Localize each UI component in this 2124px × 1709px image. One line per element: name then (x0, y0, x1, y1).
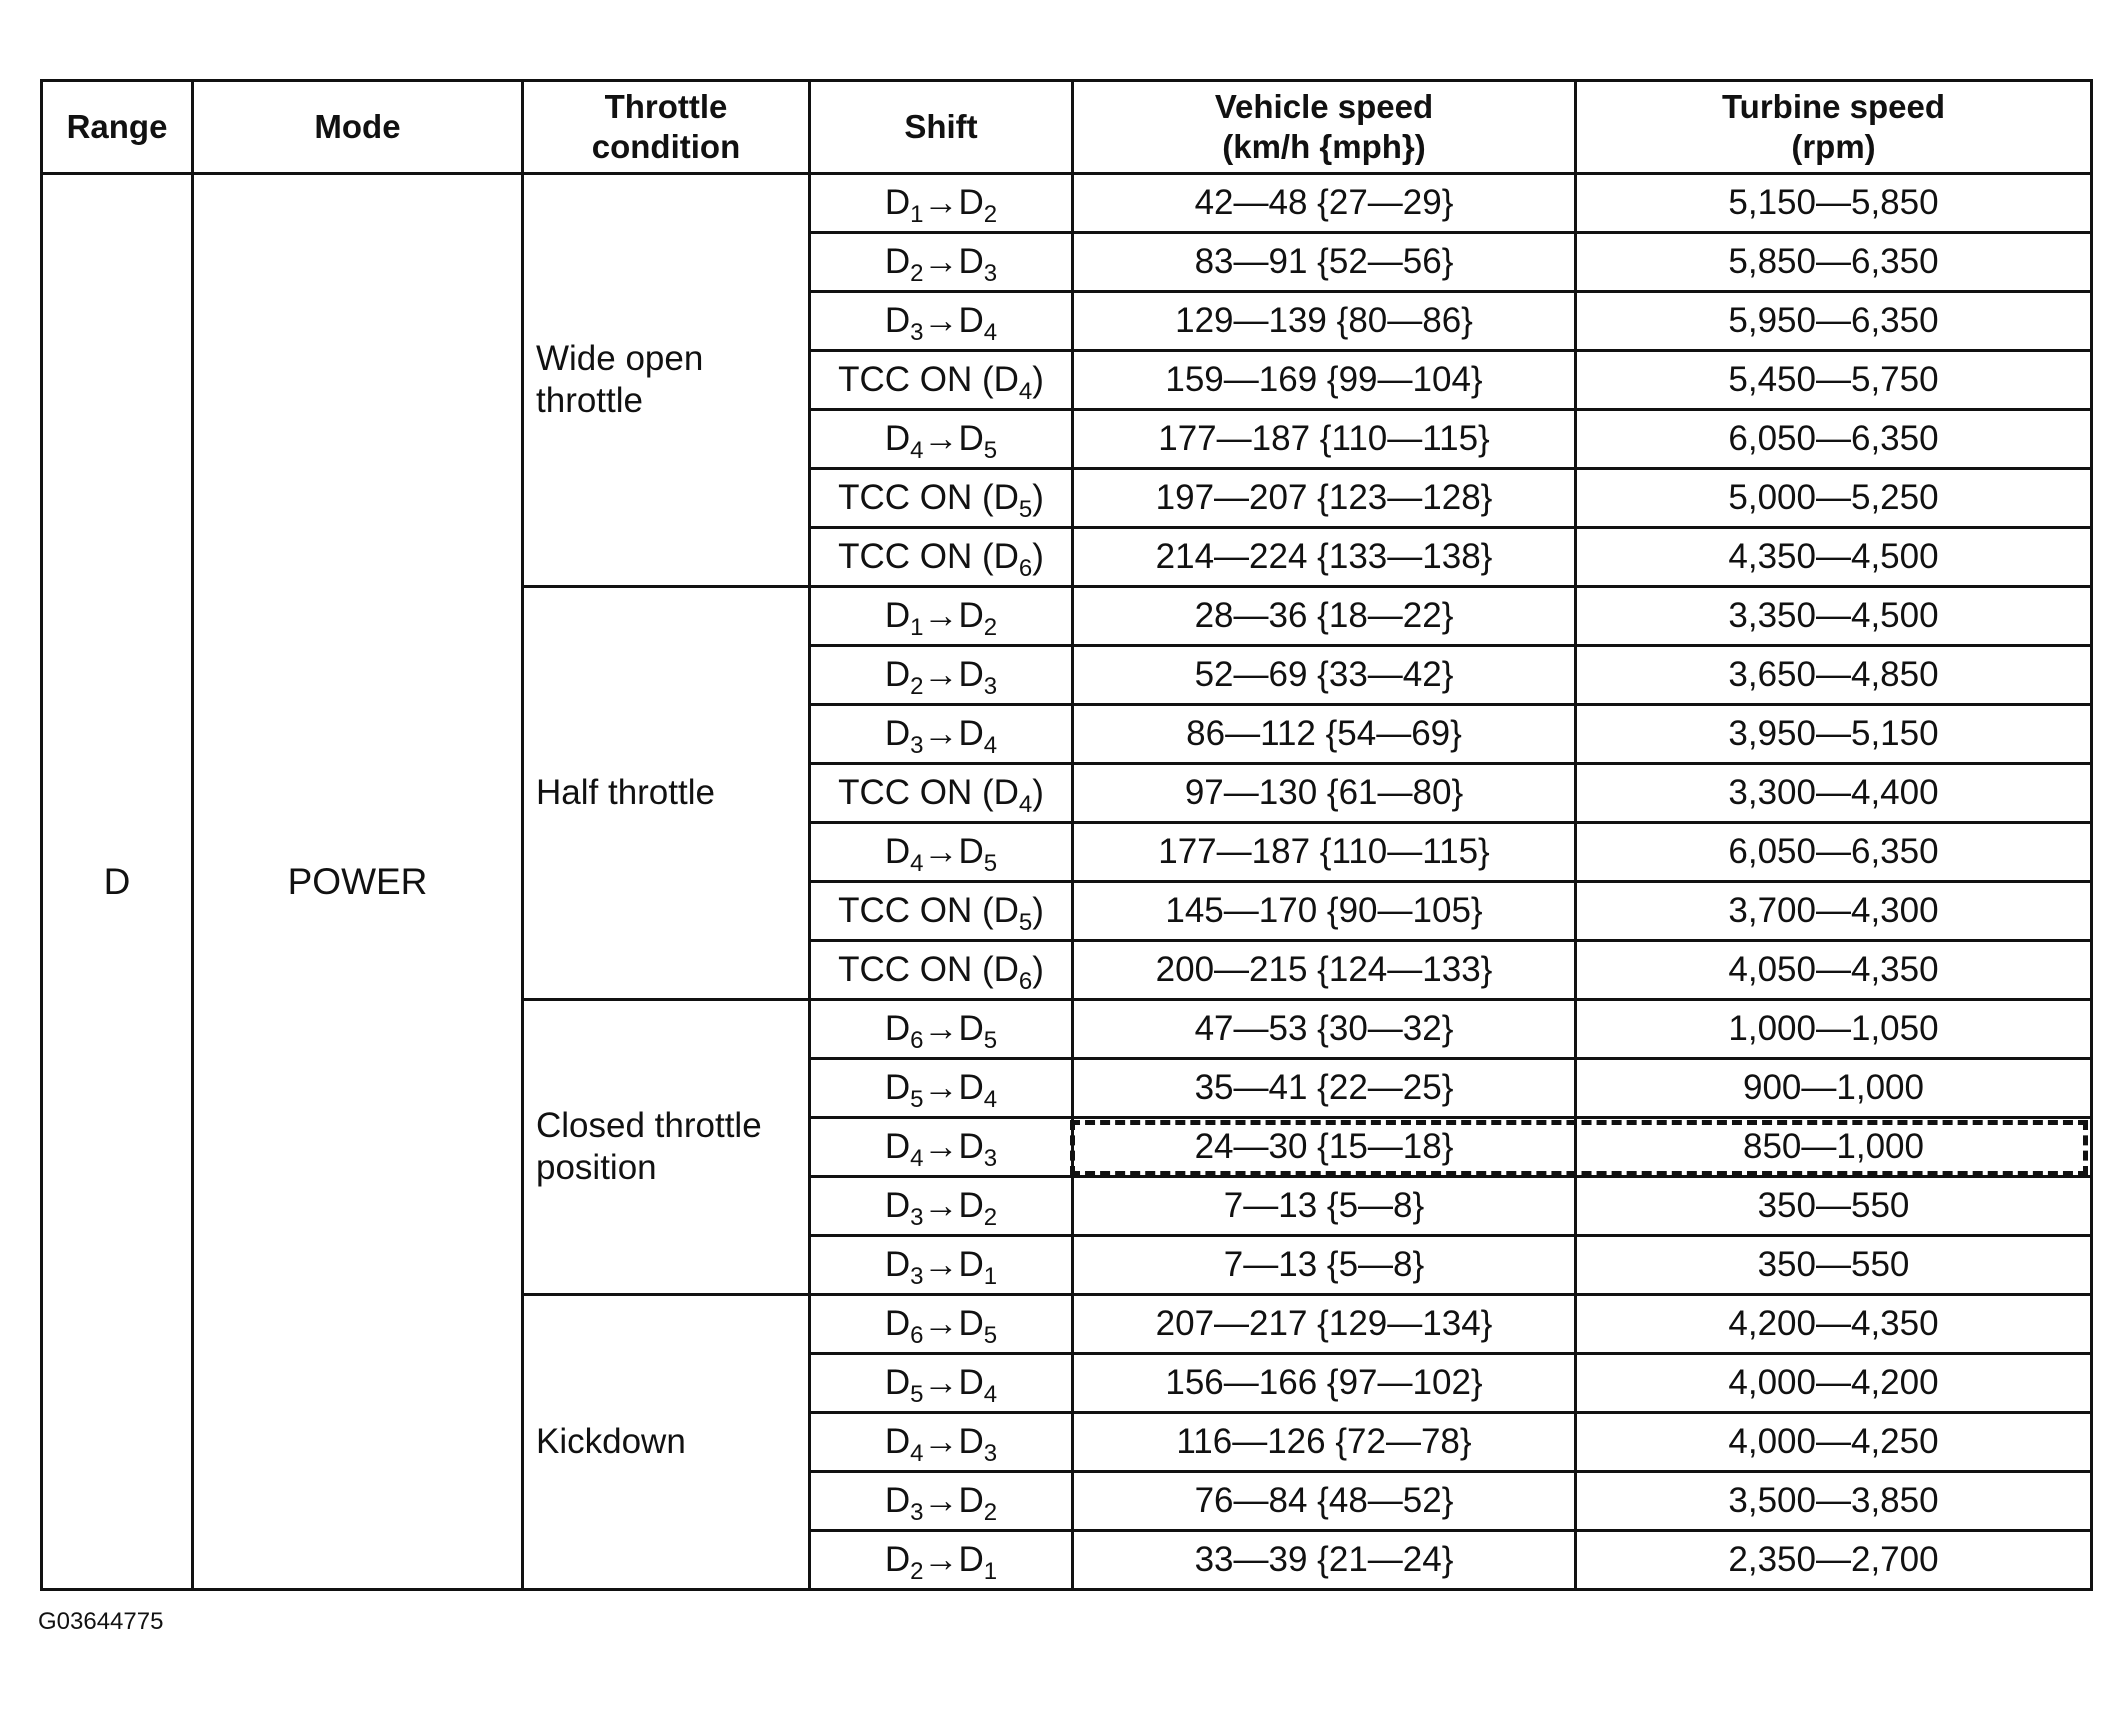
shift-to-gear: 2 (983, 201, 998, 228)
shift-prefix: TCC ON (D (838, 478, 1019, 517)
shift-from-gear: 4 (910, 850, 924, 877)
header-range (42, 81, 193, 174)
shift-prefix: D (884, 1186, 911, 1225)
turbine-speed-value: 350—550 (1757, 1245, 1910, 1284)
shift-from-gear: 4 (910, 437, 924, 464)
vehicle-speed-value: 83—91 {52—56} (1194, 242, 1454, 281)
vehicle-speed-value: 197—207 {123—128} (1155, 478, 1493, 517)
throttle-condition-cell (523, 587, 810, 1000)
shift-to-gear: 3 (983, 1145, 998, 1172)
turbine-speed-cell (1576, 1059, 2092, 1118)
turbine-speed-cell (1576, 1354, 2092, 1413)
shift-mid: D (958, 242, 984, 281)
shift-prefix: D (884, 1304, 911, 1343)
shift-from-gear: 5 (1018, 496, 1033, 523)
turbine-speed-value: 5,150—5,850 (1728, 183, 1939, 222)
shift-prefix: D (884, 1245, 911, 1284)
shift-mid: D (958, 832, 984, 871)
turbine-speed-cell (1576, 823, 2092, 882)
vehicle-speed-cell (1073, 1531, 1576, 1590)
shift-speed-table (40, 79, 2093, 1591)
shift-cell (810, 823, 1073, 882)
shift-cell (810, 705, 1073, 764)
shift-arrow: → (923, 242, 959, 281)
shift-to-gear: 4 (983, 319, 998, 346)
turbine-speed-value: 2,350—2,700 (1728, 1540, 1939, 1579)
turbine-speed-cell (1576, 528, 2092, 587)
shift-cell (810, 1354, 1073, 1413)
shift-cell (810, 1295, 1073, 1354)
vehicle-speed-value: 52—69 {33—42} (1194, 655, 1454, 694)
shift-mid: ) (1032, 773, 1044, 812)
throttle-condition-cell (523, 1295, 810, 1590)
shift-mid: D (958, 596, 984, 635)
shift-prefix: TCC ON (D (838, 537, 1019, 576)
header-throttle-condition (523, 81, 810, 174)
vehicle-speed-value: 76—84 {48—52} (1194, 1481, 1454, 1520)
shift-cell (810, 469, 1073, 528)
shift-to-gear: 5 (983, 1027, 998, 1054)
table-row (42, 174, 2092, 233)
turbine-speed-cell (1576, 469, 2092, 528)
shift-arrow: → (923, 1068, 959, 1107)
throttle-condition: Wide open (536, 339, 704, 378)
shift-cell (810, 764, 1073, 823)
shift-cell (810, 1472, 1073, 1531)
vehicle-speed-value: 207—217 {129—134} (1155, 1304, 1493, 1343)
shift-from-gear: 4 (910, 1440, 924, 1467)
shift-cell (810, 1236, 1073, 1295)
shift-prefix: TCC ON (D (838, 891, 1019, 930)
turbine-speed-value: 850—1,000 (1743, 1127, 1924, 1166)
header-text: Range (66, 108, 168, 145)
shift-cell (810, 174, 1073, 233)
shift-to-gear: 2 (983, 614, 998, 641)
shift-cell (810, 882, 1073, 941)
shift-prefix: D (884, 1363, 911, 1402)
shift-from-gear: 3 (910, 1499, 924, 1526)
shift-cell (810, 1059, 1073, 1118)
shift-arrow: → (923, 1009, 959, 1048)
shift-prefix: D (884, 183, 911, 222)
turbine-speed-cell (1576, 292, 2092, 351)
vehicle-speed-value: 35—41 {22—25} (1194, 1068, 1454, 1107)
shift-cell (810, 1531, 1073, 1590)
shift-prefix: D (884, 301, 911, 340)
vehicle-speed-cell (1073, 1295, 1576, 1354)
turbine-speed-cell (1576, 882, 2092, 941)
shift-arrow: → (923, 655, 959, 694)
shift-arrow: → (923, 1540, 959, 1579)
shift-arrow: → (923, 596, 959, 635)
throttle-condition-cell (523, 1000, 810, 1295)
turbine-speed-value: 3,300—4,400 (1728, 773, 1939, 812)
turbine-speed-cell (1576, 233, 2092, 292)
shift-arrow: → (923, 1481, 959, 1520)
shift-mid: ) (1032, 891, 1044, 930)
shift-prefix: D (884, 655, 911, 694)
shift-cell (810, 1413, 1073, 1472)
shift-cell (810, 1000, 1073, 1059)
vehicle-speed-cell (1073, 292, 1576, 351)
shift-arrow: → (923, 832, 959, 871)
turbine-speed-cell (1576, 1236, 2092, 1295)
shift-from-gear: 2 (910, 1558, 924, 1585)
shift-from-gear: 4 (1018, 791, 1033, 818)
vehicle-speed-cell (1073, 233, 1576, 292)
shift-to-gear: 4 (983, 1086, 998, 1113)
throttle-condition: throttle (536, 381, 643, 420)
vehicle-speed-cell (1073, 528, 1576, 587)
vehicle-speed-value: 177—187 {110—115} (1158, 832, 1490, 871)
vehicle-speed-value: 145—170 {90—105} (1165, 891, 1483, 930)
shift-to-gear: 3 (983, 1440, 998, 1467)
shift-to-gear: 2 (983, 1204, 998, 1231)
vehicle-speed-cell (1073, 882, 1576, 941)
turbine-speed-cell (1576, 1472, 2092, 1531)
vehicle-speed-cell (1073, 1472, 1576, 1531)
vehicle-speed-cell (1073, 705, 1576, 764)
range-value: D (103, 860, 131, 902)
shift-to-gear: 3 (983, 673, 998, 700)
shift-from-gear: 5 (1018, 909, 1033, 936)
header-vehicle-speed (1073, 81, 1576, 174)
shift-prefix: D (884, 1068, 911, 1107)
shift-mid: D (958, 655, 984, 694)
vehicle-speed-value: 159—169 {99—104} (1165, 360, 1483, 399)
shift-from-gear: 2 (910, 260, 924, 287)
shift-from-gear: 4 (1018, 378, 1033, 405)
vehicle-speed-cell (1073, 764, 1576, 823)
throttle-condition: position (536, 1148, 657, 1187)
shift-prefix: D (884, 1127, 911, 1166)
shift-arrow: → (923, 1304, 959, 1343)
shift-cell (810, 1118, 1073, 1177)
shift-mid: D (958, 1009, 984, 1048)
figure-id: G03644775 (38, 1608, 164, 1635)
vehicle-speed-cell (1073, 1413, 1576, 1472)
vehicle-speed-cell (1073, 1000, 1576, 1059)
turbine-speed-cell (1576, 1413, 2092, 1472)
shift-to-gear: 3 (983, 260, 998, 287)
turbine-speed-cell (1576, 1295, 2092, 1354)
throttle-condition: Closed throttle (536, 1106, 762, 1145)
vehicle-speed-cell (1073, 646, 1576, 705)
shift-to-gear: 4 (983, 1381, 998, 1408)
shift-mid: D (958, 1422, 984, 1461)
shift-cell (810, 528, 1073, 587)
header-text: (rpm) (1791, 128, 1876, 165)
turbine-speed-value: 5,000—5,250 (1728, 478, 1939, 517)
vehicle-speed-value: 129—139 {80—86} (1175, 301, 1473, 340)
shift-mid: D (958, 1127, 984, 1166)
turbine-speed-cell (1576, 764, 2092, 823)
table-body (42, 174, 2092, 1590)
vehicle-speed-value: 42—48 {27—29} (1194, 183, 1454, 222)
vehicle-speed-cell (1073, 410, 1576, 469)
shift-to-gear: 2 (983, 1499, 998, 1526)
turbine-speed-value: 350—550 (1757, 1186, 1910, 1225)
shift-prefix: D (884, 1422, 911, 1461)
shift-cell (810, 1177, 1073, 1236)
shift-from-gear: 3 (910, 319, 924, 346)
shift-arrow: → (923, 301, 959, 340)
turbine-speed-value: 1,000—1,050 (1728, 1009, 1939, 1048)
vehicle-speed-cell (1073, 469, 1576, 528)
turbine-speed-cell (1576, 1000, 2092, 1059)
shift-from-gear: 3 (910, 1263, 924, 1290)
vehicle-speed-value: 200—215 {124—133} (1155, 950, 1493, 989)
shift-prefix: D (884, 596, 911, 635)
throttle-condition-cell (523, 174, 810, 587)
shift-arrow: → (923, 183, 959, 222)
header-text: Turbine speed (1721, 88, 1946, 125)
header-mode (193, 81, 523, 174)
shift-from-gear: 1 (910, 201, 924, 228)
shift-mid: ) (1032, 950, 1044, 989)
shift-prefix: D (884, 1009, 911, 1048)
shift-to-gear: 1 (983, 1263, 998, 1290)
shift-cell (810, 941, 1073, 1000)
vehicle-speed-cell (1073, 1236, 1576, 1295)
turbine-speed-cell (1576, 1531, 2092, 1590)
shift-arrow: → (923, 1127, 959, 1166)
throttle-condition: Kickdown (536, 1422, 686, 1461)
vehicle-speed-value: 156—166 {97—102} (1165, 1363, 1483, 1402)
shift-arrow: → (923, 714, 959, 753)
turbine-speed-value: 900—1,000 (1743, 1068, 1924, 1107)
mode-cell (193, 174, 523, 1590)
header-row (42, 81, 2092, 174)
shift-prefix: D (884, 714, 911, 753)
header-turbine-speed (1576, 81, 2092, 174)
shift-cell (810, 233, 1073, 292)
turbine-speed-value: 3,350—4,500 (1728, 596, 1939, 635)
shift-from-gear: 6 (910, 1322, 924, 1349)
header-text: Mode (314, 108, 401, 145)
vehicle-speed-cell (1073, 1177, 1576, 1236)
shift-mid: ) (1032, 478, 1044, 517)
shift-mid: D (958, 1186, 984, 1225)
shift-prefix: TCC ON (D (838, 950, 1019, 989)
shift-mid: D (958, 1363, 984, 1402)
header-shift (810, 81, 1073, 174)
turbine-speed-value: 4,350—4,500 (1728, 537, 1939, 576)
shift-prefix: D (884, 242, 911, 281)
vehicle-speed-cell (1073, 587, 1576, 646)
vehicle-speed-value: 116—126 {72—78} (1176, 1422, 1472, 1461)
shift-mid: D (958, 183, 984, 222)
shift-mid: D (958, 1068, 984, 1107)
header-text: Shift (904, 108, 978, 145)
shift-prefix: D (884, 1540, 911, 1579)
shift-cell (810, 292, 1073, 351)
turbine-speed-cell (1576, 705, 2092, 764)
shift-to-gear: 5 (983, 850, 998, 877)
shift-to-gear: 5 (983, 1322, 998, 1349)
vehicle-speed-value: 177—187 {110—115} (1158, 419, 1490, 458)
shift-prefix: D (884, 419, 911, 458)
shift-arrow: → (923, 1245, 959, 1284)
shift-arrow: → (923, 419, 959, 458)
shift-from-gear: 6 (1018, 968, 1033, 995)
vehicle-speed-value: 7—13 {5—8} (1223, 1245, 1425, 1284)
shift-from-gear: 4 (910, 1145, 924, 1172)
turbine-speed-cell (1576, 174, 2092, 233)
shift-prefix: D (884, 1481, 911, 1520)
shift-prefix: D (884, 832, 911, 871)
shift-arrow: → (923, 1363, 959, 1402)
header-text: Throttle (604, 88, 728, 125)
header-text: (km/h {mph}) (1222, 128, 1426, 165)
turbine-speed-cell (1576, 351, 2092, 410)
range-cell (42, 174, 193, 1590)
turbine-speed-cell (1576, 941, 2092, 1000)
shift-cell (810, 410, 1073, 469)
turbine-speed-value: 5,450—5,750 (1728, 360, 1939, 399)
shift-from-gear: 6 (1018, 555, 1033, 582)
turbine-speed-value: 6,050—6,350 (1728, 832, 1939, 871)
shift-to-gear: 5 (983, 437, 998, 464)
turbine-speed-cell (1576, 1118, 2092, 1177)
vehicle-speed-value: 7—13 {5—8} (1223, 1186, 1425, 1225)
shift-mid: D (958, 714, 984, 753)
turbine-speed-value: 3,500—3,850 (1728, 1481, 1939, 1520)
vehicle-speed-value: 24—30 {15—18} (1194, 1127, 1454, 1166)
vehicle-speed-cell (1073, 1118, 1576, 1177)
shift-from-gear: 3 (910, 1204, 924, 1231)
turbine-speed-value: 3,650—4,850 (1728, 655, 1939, 694)
shift-prefix: TCC ON (D (838, 360, 1019, 399)
turbine-speed-cell (1576, 410, 2092, 469)
turbine-speed-value: 4,050—4,350 (1728, 950, 1939, 989)
vehicle-speed-cell (1073, 1354, 1576, 1413)
shift-mid: ) (1032, 360, 1044, 399)
shift-mid: D (958, 1481, 984, 1520)
vehicle-speed-value: 214—224 {133—138} (1155, 537, 1493, 576)
vehicle-speed-cell (1073, 351, 1576, 410)
vehicle-speed-cell (1073, 174, 1576, 233)
shift-cell (810, 351, 1073, 410)
header-text: condition (591, 128, 741, 165)
vehicle-speed-cell (1073, 1059, 1576, 1118)
vehicle-speed-value: 33—39 {21—24} (1194, 1540, 1454, 1579)
turbine-speed-value: 4,000—4,200 (1728, 1363, 1939, 1402)
turbine-speed-value: 4,200—4,350 (1728, 1304, 1939, 1343)
shift-to-gear: 4 (983, 732, 998, 759)
vehicle-speed-value: 86—112 {54—69} (1186, 714, 1462, 753)
shift-mid: D (958, 419, 984, 458)
vehicle-speed-value: 97—130 {61—80} (1184, 773, 1464, 812)
shift-from-gear: 1 (910, 614, 924, 641)
shift-from-gear: 6 (910, 1027, 924, 1054)
throttle-condition: Half throttle (536, 773, 715, 812)
turbine-speed-cell (1576, 646, 2092, 705)
mode-value: POWER (287, 860, 428, 902)
shift-cell (810, 587, 1073, 646)
shift-mid: D (958, 301, 984, 340)
turbine-speed-value: 6,050—6,350 (1728, 419, 1939, 458)
shift-from-gear: 5 (910, 1086, 924, 1113)
shift-mid: D (958, 1304, 984, 1343)
vehicle-speed-cell (1073, 941, 1576, 1000)
shift-arrow: → (923, 1186, 959, 1225)
vehicle-speed-value: 47—53 {30—32} (1194, 1009, 1454, 1048)
turbine-speed-cell (1576, 587, 2092, 646)
turbine-speed-value: 3,950—5,150 (1728, 714, 1939, 753)
shift-mid: D (958, 1540, 984, 1579)
vehicle-speed-cell (1073, 823, 1576, 882)
shift-from-gear: 5 (910, 1381, 924, 1408)
turbine-speed-cell (1576, 1177, 2092, 1236)
turbine-speed-value: 5,850—6,350 (1728, 242, 1939, 281)
turbine-speed-value: 5,950—6,350 (1728, 301, 1939, 340)
shift-prefix: TCC ON (D (838, 773, 1019, 812)
shift-mid: D (958, 1245, 984, 1284)
shift-from-gear: 3 (910, 732, 924, 759)
turbine-speed-value: 4,000—4,250 (1728, 1422, 1939, 1461)
shift-mid: ) (1032, 537, 1044, 576)
vehicle-speed-value: 28—36 {18—22} (1194, 596, 1454, 635)
shift-cell (810, 646, 1073, 705)
shift-arrow: → (923, 1422, 959, 1461)
shift-from-gear: 2 (910, 673, 924, 700)
header-text: Vehicle speed (1214, 88, 1434, 125)
shift-to-gear: 1 (983, 1558, 998, 1585)
turbine-speed-value: 3,700—4,300 (1728, 891, 1939, 930)
